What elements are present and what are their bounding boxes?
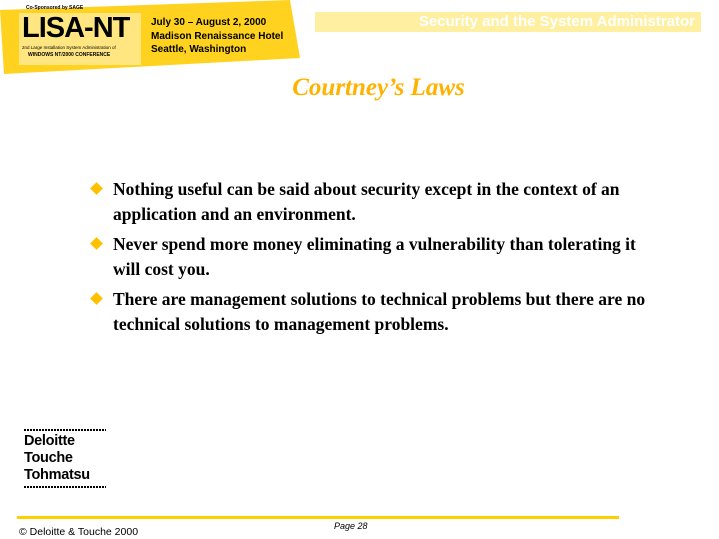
bullet-text: Nothing useful can be said about security except in the context of an application and an environment. <box>113 179 620 224</box>
conference-banner <box>0 0 300 72</box>
bullet-item <box>88 287 648 337</box>
diamond-bullet-icon <box>90 182 103 195</box>
logo-subtitle: 2nd Large Installation System Administration of <box>22 45 116 50</box>
footer-divider <box>17 516 619 519</box>
bullet-item <box>88 177 648 227</box>
header-bar <box>315 12 701 32</box>
cosponsor-text: Co-Sponsored by SAGE <box>26 5 84 11</box>
event-city: Seattle, Washington <box>151 44 247 55</box>
logo-rule <box>24 429 106 431</box>
deloitte-logo <box>24 427 106 490</box>
diamond-bullet-icon <box>90 292 103 305</box>
page-number: Page 28 <box>334 521 368 531</box>
logo-word-2: Touche <box>24 450 73 466</box>
presentation-title: Security and the System Administrator <box>418 13 695 30</box>
event-details <box>151 16 283 57</box>
bullet-text: Never spend more money eliminating a vulnerability than tolerating it will cost you. <box>113 234 636 279</box>
conference-logo: LISA-NT <box>22 12 130 44</box>
event-venue: Madison Renaissance Hotel <box>151 30 284 42</box>
copyright-text: © Deloitte & Touche 2000 <box>19 526 139 538</box>
logo-word-3: Tohmatsu <box>24 467 90 483</box>
logo-subtitle-2: WINDOWS NT/2000 CONFERENCE <box>28 52 111 58</box>
diamond-bullet-icon <box>90 237 103 250</box>
logo-word-1: Deloitte <box>24 433 75 449</box>
bullet-item <box>88 232 648 282</box>
slide-title: Courtney’s Laws <box>292 74 465 101</box>
bullet-text: There are management solutions to technical problems but there are no technical solutions to management problems. <box>113 289 646 334</box>
logo-rule <box>24 486 106 488</box>
bullet-list <box>88 177 648 342</box>
event-date: July 30 – August 2, 2000 <box>151 17 267 28</box>
